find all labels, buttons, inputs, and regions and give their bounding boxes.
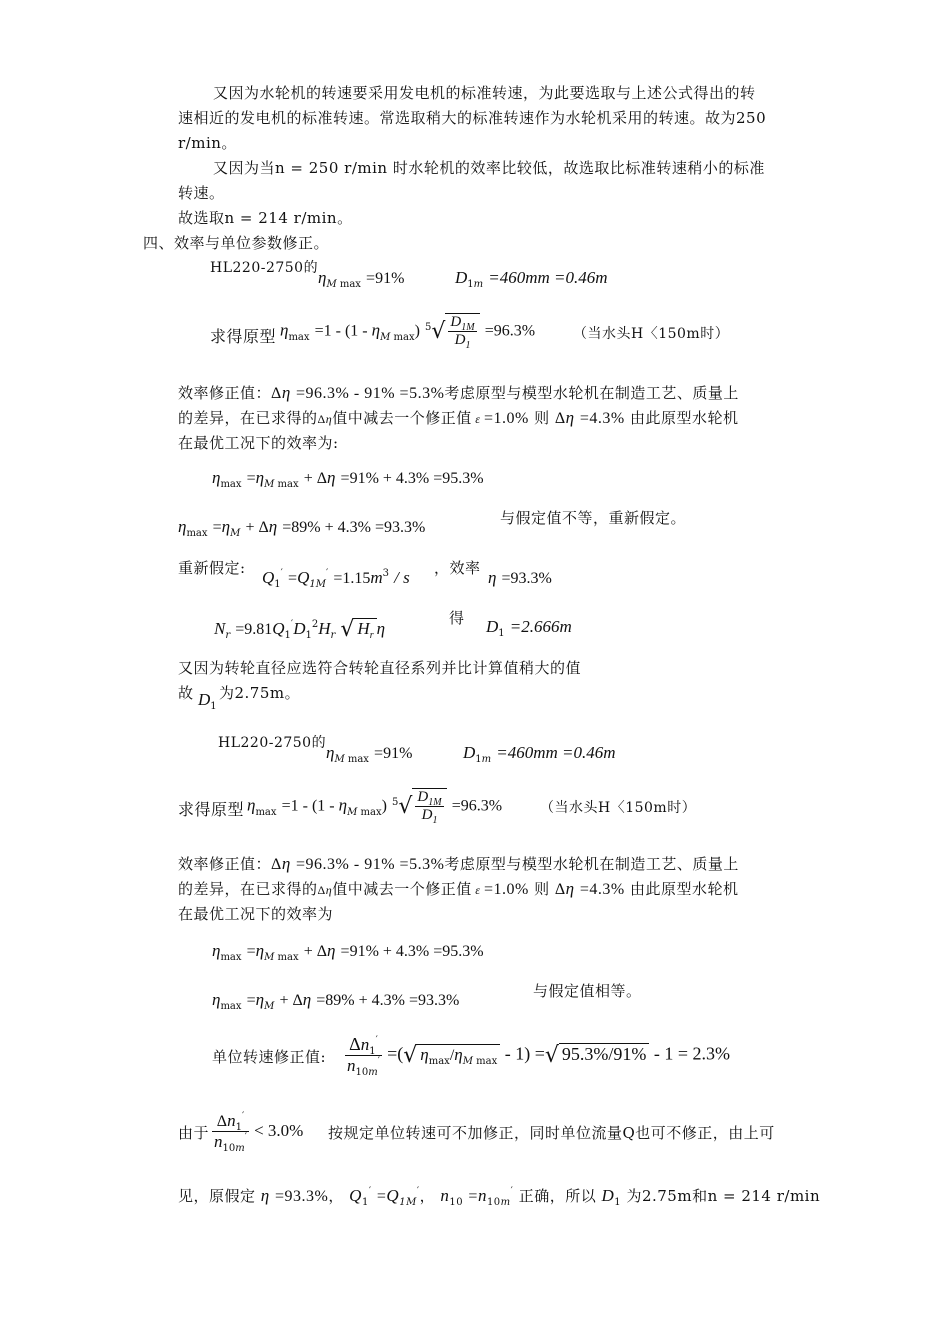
- unit-speed-label: 单位转速修正值:: [212, 1048, 327, 1066]
- text-line: 故选取n = 214 r/min。: [178, 209, 353, 227]
- text-line: 见，原假定 η =93.3%， $Q_1' =Q_{1M}'$， $n_{10} =n_{10m}'$ 正确，所以 $D_1$ 为2.75m和n = 214 r/min: [178, 1186, 821, 1208]
- text-line: r/min。: [178, 134, 237, 152]
- text-line: 速相近的发电机的标准转速。常选取稍大的标准转速作为水轮机采用的转速。故为250: [178, 109, 767, 127]
- q1-formula: $Q_1' =Q_{1M}' =1.15m^3 / s$: [262, 568, 410, 590]
- text-line: 又因为当n = 250 r/min 时水轮机的效率比较低，故选取比标准转速稍小的标准: [213, 159, 765, 177]
- eta-assumed: η =93.3%: [488, 568, 552, 587]
- eta-max-sum: $\eta_{max} =\eta_M$ $_{max}$ + Δη =91% + 4.3% =95.3%: [212, 468, 484, 490]
- text-line: 在最优工况下的效率为:: [178, 434, 339, 452]
- model-label: HL220-2750的: [218, 735, 327, 751]
- text-line: 转速。: [178, 184, 225, 202]
- text-line: 在最优工况下的效率为: [178, 905, 334, 923]
- unit-speed-formula: $\frac{\Delta n_1'}{n_{10m}'}$ =(√ $\eta_{max}/\eta_M$ $_{max}$ - 1) =√ 95.3%/91% - 1 = 2.3%: [347, 1034, 731, 1078]
- d1-value-text: 为2.75m。: [219, 684, 301, 702]
- eta-max-formula: $\eta_{max} =1 - (1 - \eta_M$ $_{max}$) $^5$√ $\frac{D_{1M}}{D_1}$ =96.3%: [280, 314, 536, 351]
- d1-result: $D_1 =2.666m$: [486, 617, 572, 639]
- threshold-formula: $\frac{\Delta n_1'}{n_{10m}'}$ < 3.0%: [214, 1111, 304, 1154]
- d1m-formula-b: $D_{1m} =460mm =0.46m$: [463, 743, 616, 765]
- section-heading: 四、效率与单位参数修正。: [143, 234, 330, 252]
- de-label: 得: [449, 609, 465, 627]
- text-line: 的差异，在已求得的Δη值中减去一个修正值 ε =1.0% 则 Δη =4.3% 由此原型水轮机: [178, 408, 739, 427]
- text-line: 又因为转轮直径应选符合转轮直径系列并比计算值稍大的值: [178, 659, 582, 677]
- since-label: 由于: [178, 1124, 210, 1142]
- eta-max-value: =96.3%: [484, 322, 536, 340]
- eta-m-sum: $\eta_{max} =\eta_M + \Delta\eta =89\% + 4.3\% =93.3\%$: [178, 517, 426, 539]
- reassume-label: 重新假定:: [178, 559, 246, 577]
- eta-max-sum-b: $\eta_{max} =\eta_M$ $_{max}$ + Δη =91% + 4.3% =95.3%: [212, 941, 484, 963]
- text-line: 按规定单位转速可不加修正，同时单位流量Q也可不修正，由上可: [328, 1124, 775, 1142]
- head-note: （当水头H〈150m时）: [573, 326, 730, 342]
- obtain-label: 求得原型: [210, 327, 277, 346]
- unequal-note: 与假定值不等，重新假定。: [500, 509, 687, 527]
- eta-m-sum-b: $\eta_{max} =\eta_M + \Delta\eta =89\% + 4.3\% =93.3\%$: [212, 990, 460, 1012]
- gu-label: 故: [178, 684, 194, 702]
- eta-m-max-value: =91%: [366, 270, 405, 287]
- d1m-formula: $D_{1m} =460mm =0.46m$: [455, 268, 608, 290]
- obtain-label: 求得原型: [178, 800, 245, 819]
- text-line: 效率修正值：Δη =96.3% - 91% =5.3%考虑原型与模型水轮机在制造工艺、质量上: [178, 854, 739, 873]
- nr-formula: $N_r =9.81Q_1'D_1^2H_r$ √ $H_r$ η: [214, 617, 386, 642]
- eta-m-max-formula: $\eta_M$ $_{max}$ =91%: [318, 268, 405, 290]
- equal-note: 与假定值相等。: [533, 982, 642, 1000]
- text-line: 的差异，在已求得的Δη值中减去一个修正值 ε =1.0% 则 Δη =4.3% 由此原型水轮机: [178, 879, 739, 898]
- model-label: HL220-2750的: [210, 260, 319, 276]
- d1m-value: =460mm =0.46m: [488, 268, 608, 287]
- eta-m-max-formula-b: $\eta_M$ $_{max}$ =91%: [326, 743, 413, 765]
- eta-max-formula-b: $\eta_{max} =1 - (1 - \eta_M$ $_{max}$) $^5$√ $\frac{D_{1M}}{D_1}$ =96.3%: [247, 789, 503, 826]
- d1-symbol: $D_1$: [198, 690, 217, 712]
- eff-label: ，效率: [434, 559, 481, 577]
- head-note: （当水头H〈150m时）: [540, 800, 697, 816]
- text-line: 又因为水轮机的转速要采用发电机的标准转速，为此要选取与上述公式得出的转: [213, 84, 756, 102]
- text-line: 效率修正值：Δη =96.3% - 91% =5.3%考虑原型与模型水轮机在制造工艺、质量上: [178, 383, 739, 402]
